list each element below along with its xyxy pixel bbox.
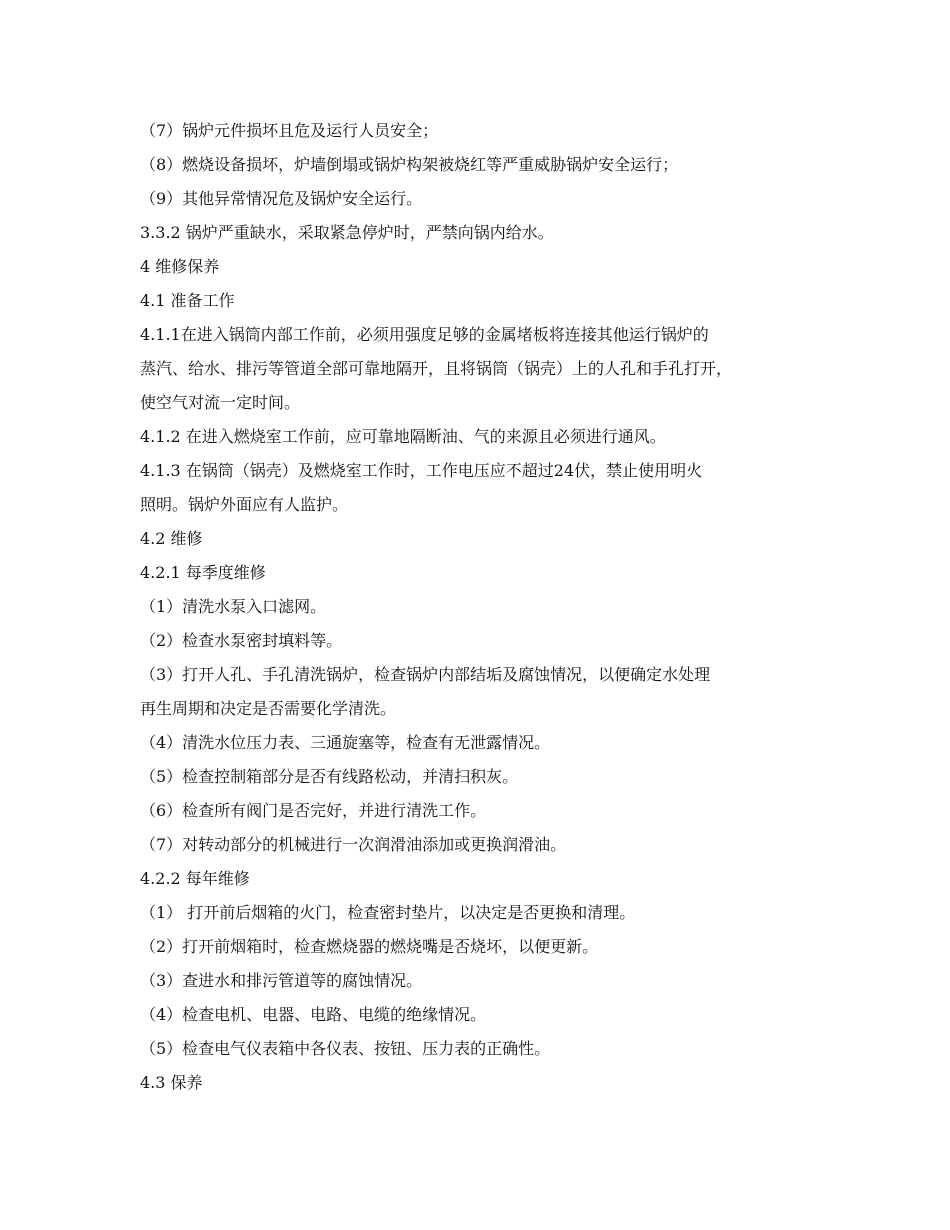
list-item-continuation: 再生周期和决定是否需要化学清洗。	[140, 699, 397, 718]
document-body	[140, 114, 830, 1100]
section-heading: 4 维修保养	[140, 257, 220, 276]
section-heading: 4.3 保养	[140, 1073, 203, 1092]
list-item: （1） 打开前后烟箱的火门，检查密封垫片，以决定是否更换和清理。	[140, 903, 636, 922]
list-item: （7）对转动部分的机械进行一次润滑油添加或更换润滑油。	[140, 835, 567, 854]
list-item: （5）检查控制箱部分是否有线路松动，并清扫积灰。	[140, 767, 519, 786]
list-item: （1）清洗水泵入口滤网。	[140, 597, 327, 616]
list-item: （6）检查所有阀门是否完好，并进行清洗工作。	[140, 801, 487, 820]
text-line: （7）锅炉元件损坏且危及运行人员安全；	[140, 121, 439, 140]
section-heading: 4.1 准备工作	[140, 291, 235, 310]
text-line: 4.1.3 在锅筒（锅壳）及燃烧室工作时，工作电压应不超过24伏，禁止使用明火	[140, 461, 703, 480]
text-line: 照明。锅炉外面应有人监护。	[140, 495, 349, 514]
list-item: （2）检查水泵密封填料等。	[140, 631, 343, 650]
text-line: （9）其他异常情况危及锅炉安全运行。	[140, 189, 423, 208]
section-heading: 3.3.2 锅炉严重缺水，采取紧急停炉时，严禁向锅内给水。	[140, 223, 554, 242]
text-line: 蒸汽、给水、排污等管道全部可靠地隔开，且将锅筒（锅壳）上的人孔和手孔打开，	[140, 359, 733, 378]
section-heading: 4.2 维修	[140, 529, 203, 548]
list-item: （2）打开前烟箱时，检查燃烧器的燃烧嘴是否烧坏，以便更新。	[140, 937, 599, 956]
text-line: 4.1.2 在进入燃烧室工作前，应可靠地隔断油、气的来源且必须进行通风。	[140, 427, 666, 446]
text-line: （8）燃烧设备损坏，炉墙倒塌或锅炉构架被烧红等严重威胁锅炉安全运行；	[140, 155, 679, 174]
list-item: （4）清洗水位压力表、三通旋塞等，检查有无泄露情况。	[140, 733, 551, 752]
list-item: （3）查进水和排污管道等的腐蚀情况。	[140, 971, 423, 990]
section-heading: 4.2.2 每年维修	[140, 869, 250, 888]
section-heading: 4.2.1 每季度维修	[140, 563, 266, 582]
list-item: （3）打开人孔、手孔清洗锅炉，检查锅炉内部结垢及腐蚀情况，以便确定水处理	[140, 665, 711, 684]
list-item: （4）检查电机、电器、电路、电缆的绝缘情况。	[140, 1005, 487, 1024]
list-item: （5）检查电气仪表箱中各仪表、按钮、压力表的正确性。	[140, 1039, 551, 1058]
text-line: 4.1.1在进入锅筒内部工作前，必须用强度足够的金属堵板将连接其他运行锅炉的	[140, 325, 709, 344]
text-line: 使空气对流一定时间。	[140, 393, 301, 412]
